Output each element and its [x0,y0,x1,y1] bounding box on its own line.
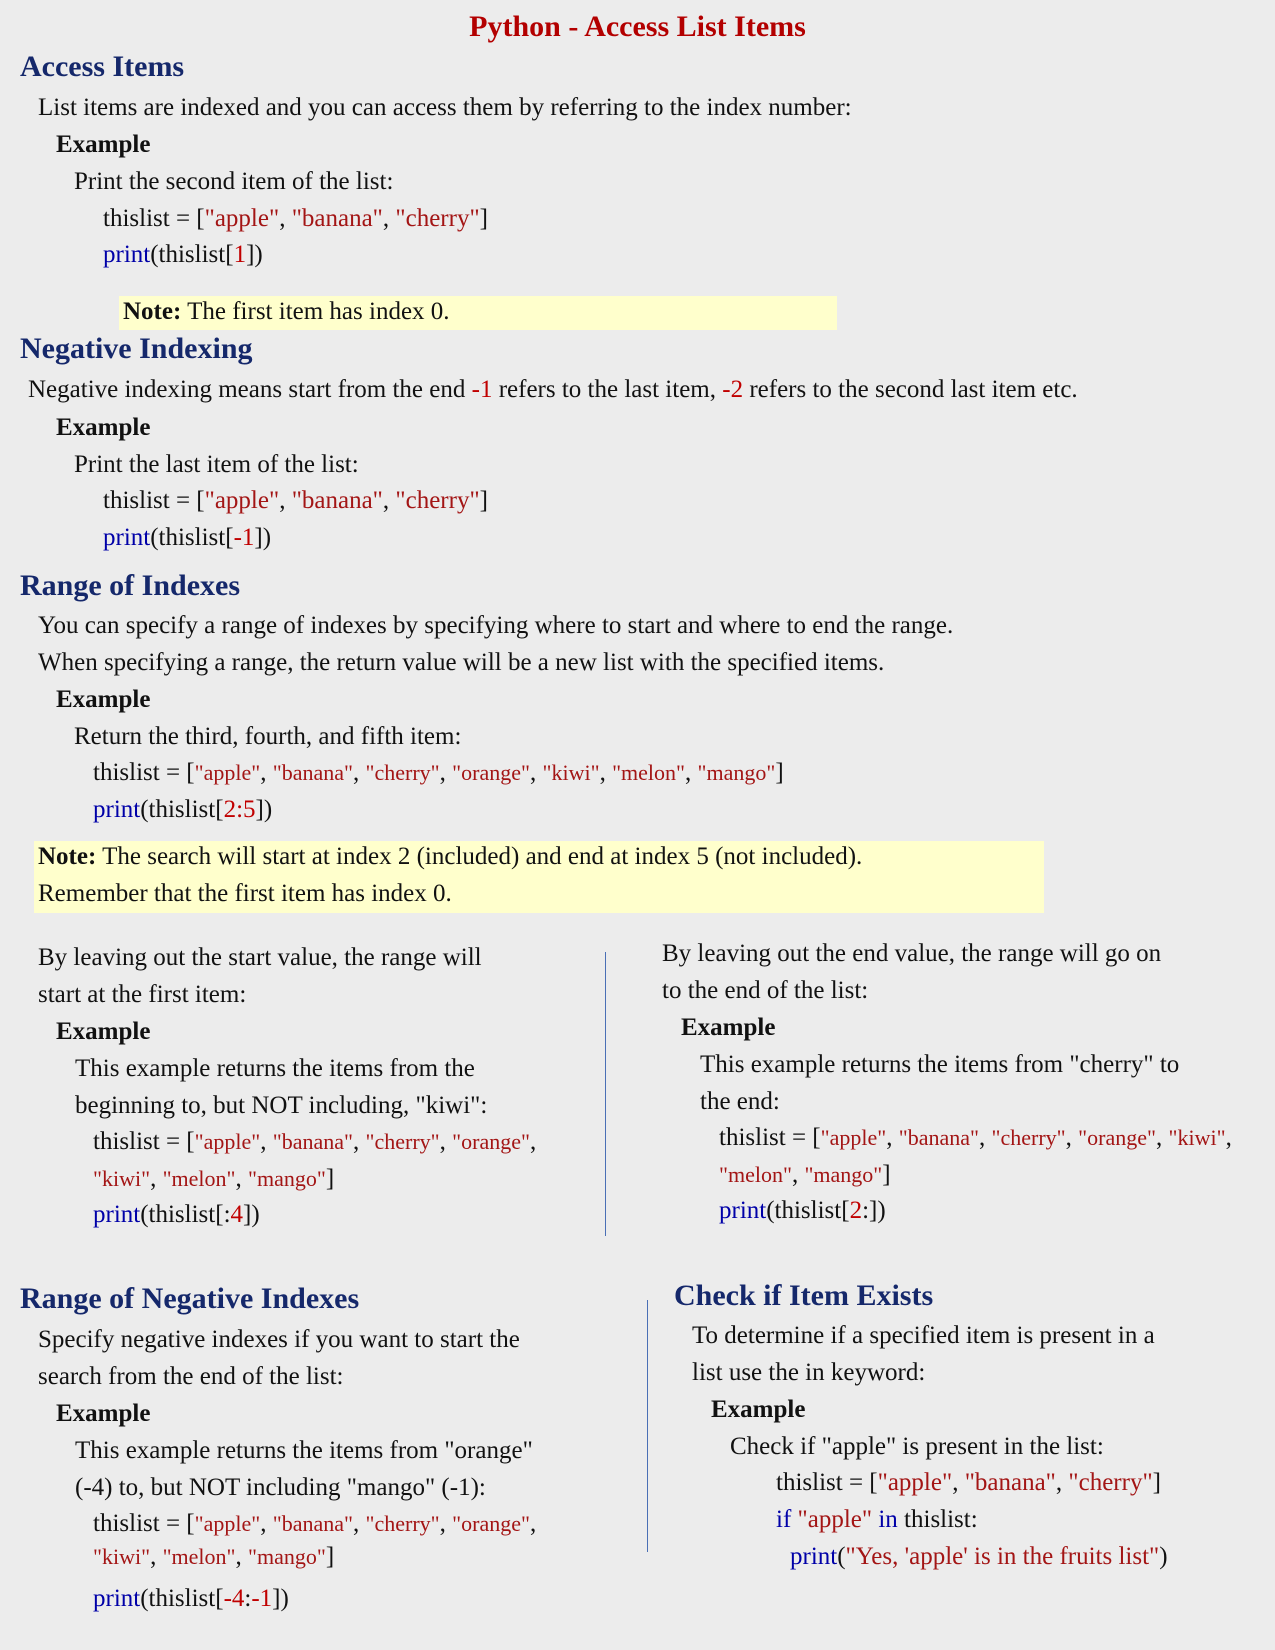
example-label: Example [711,1396,806,1423]
code-line-list-2: "melon", "mango"] [719,1161,891,1188]
code-line-list-1: thislist = ["apple", "banana", "cherry", "orange", [93,1128,537,1155]
example-label: Example [681,1014,776,1041]
access-items-intro: List items are indexed and you can access them by referring to the index number: [38,94,852,121]
code-line-print: print("Yes, 'apple' is in the fruits list") [790,1543,1168,1570]
heading-access-items: Access Items [20,50,185,83]
example-description-2: the end: [700,1088,780,1115]
example-description: Check if "apple" is present in the list: [730,1433,1104,1460]
heading-negative-indexing: Negative Indexing [20,332,253,365]
example-description-2: (-4) to, but NOT including "mango" (-1): [75,1474,486,1501]
code-line-list: thislist = ["apple", "banana", "cherry"] [103,205,488,232]
code-line-list-2: "kiwi", "melon", "mango"] [93,1165,335,1192]
example-description-1: This example returns the items from "cherry" to [700,1051,1180,1078]
code-line-list: thislist = ["apple", "banana", "cherry", "orange", "kiwi", "melon", "mango"] [93,759,784,786]
heading-range-of-negative-indexes: Range of Negative Indexes [20,1282,360,1315]
example-label: Example [56,131,151,158]
example-label: Example [56,1018,151,1045]
negative-range-intro-2: search from the end of the list: [38,1363,344,1390]
example-description-1: This example returns the items from "orange" [75,1437,533,1464]
example-description-1: This example returns the items from the [75,1055,475,1082]
code-line-print: print(thislist[2:5]) [93,796,273,823]
column-divider [647,1300,648,1552]
code-line-if: if "apple" in thislist: [776,1506,978,1533]
check-intro-2: list use the in keyword: [692,1359,926,1386]
example-label: Example [56,686,151,713]
example-description: Print the last item of the list: [74,451,359,478]
code-line-print: print(thislist[-1]) [103,524,272,551]
code-line-list-1: thislist = ["apple", "banana", "cherry", "orange", [93,1510,537,1537]
note-box: Note: The search will start at index 2 (included) and end at index 5 (not included). Remember that the first item has index 0. [34,841,1044,913]
page-title: Python - Access List Items [469,10,806,43]
example-description: Print the second item of the list: [74,168,394,195]
example-description-2: beginning to, but NOT including, "kiwi": [75,1092,488,1119]
example-label: Example [56,1400,151,1427]
range-intro-1: You can specify a range of indexes by specifying where to start and where to end the range. [38,612,954,639]
range-intro-2: When specifying a range, the return value will be a new list with the specified items. [38,649,885,676]
end-omitted-intro-1: By leaving out the end value, the range will go on [662,940,1162,967]
code-line-print: print(thislist[1]) [103,241,263,268]
check-intro-1: To determine if a specified item is present in a [692,1322,1155,1349]
example-description: Return the third, fourth, and fifth item: [74,723,462,750]
code-line-print: print(thislist[2:]) [719,1197,886,1224]
code-line-list: thislist = ["apple", "banana", "cherry"] [776,1469,1161,1496]
code-line-print: print(thislist[:4]) [93,1201,260,1228]
negative-range-intro-1: Specify negative indexes if you want to start the [38,1326,520,1353]
code-line-list: thislist = ["apple", "banana", "cherry"] [103,487,488,514]
code-line-list-2: "kiwi", "melon", "mango"] [93,1543,335,1570]
negative-indexing-intro: Negative indexing means start from the end -1 refers to the last item, -2 refers to the second last item etc. [28,376,1078,403]
example-label: Example [56,414,151,441]
start-omitted-intro-2: start at the first item: [38,981,247,1008]
end-omitted-intro-2: to the end of the list: [662,977,869,1004]
start-omitted-intro-1: By leaving out the start value, the range will [38,944,482,971]
column-divider [605,952,606,1236]
code-line-list-1: thislist = ["apple", "banana", "cherry", "orange", "kiwi", [719,1124,1232,1151]
heading-check-if-item-exists: Check if Item Exists [674,1279,934,1312]
code-line-print: print(thislist[-4:-1]) [93,1585,289,1612]
note-box: Note: The first item has index 0. [119,296,837,330]
heading-range-of-indexes: Range of Indexes [20,569,241,602]
